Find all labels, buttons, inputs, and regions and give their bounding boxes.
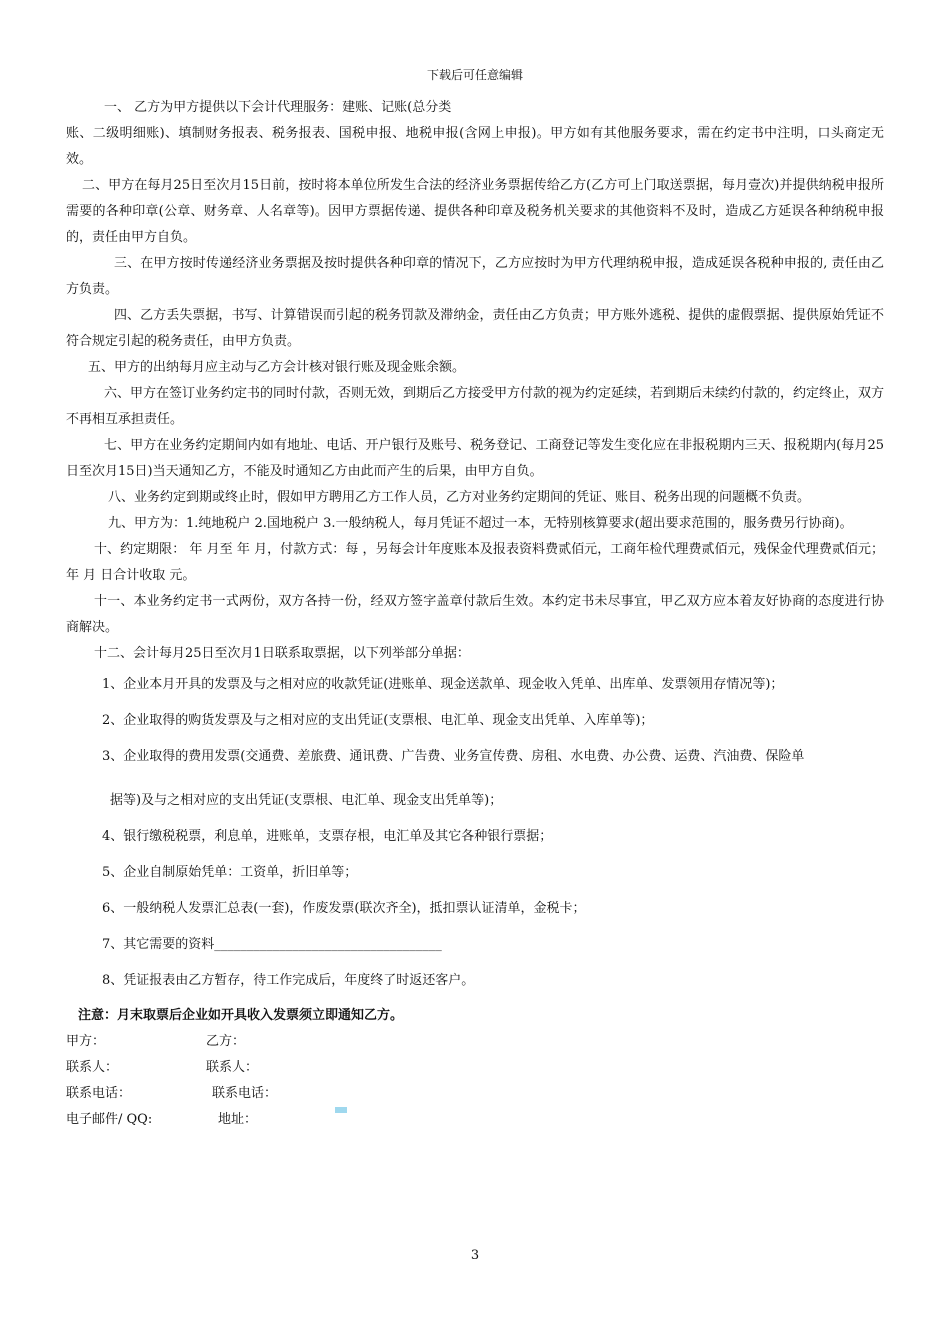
- clause-9: 九、甲方为：1.纯地税户 2.国地税户 3.一般纳税人，每月凭证不超过一本，无特别核算要求(超出要求范围的，服务费另行协商)。: [108, 516, 853, 531]
- clause-4: 四、乙方丢失票据，书写、计算错误而引起的税务罚款及滞纳金，责任由乙方负责；甲方账外逃税、提供的虚假票据、提供原始凭证不符合规定引起的税务责任，由甲方负责。: [66, 308, 884, 349]
- list-item: 3、企业取得的费用发票(交通费、差旅费、通讯费、广告费、业务宣传费、房租、水电费、办公费、运费、汽油费、保险单: [102, 749, 805, 764]
- party-b-label: 乙方：: [206, 1034, 246, 1049]
- party-a-label: 甲方：: [66, 1034, 106, 1049]
- phone-b-label: 联系电话：: [212, 1086, 278, 1101]
- signature-row: [66, 1107, 884, 1133]
- list-item: 4、银行缴税税票，利息单，进账单，支票存根，电汇单及其它各种银行票据；: [102, 829, 553, 844]
- list-item: 2、企业取得的购货发票及与之相对应的支出凭证(支票根、电汇单、现金支出凭单、入库单等)；: [102, 713, 654, 728]
- notice-text: 注意：月末取票后企业如开具收入发票须立即通知乙方。: [78, 1008, 404, 1023]
- list-item: 6、一般纳税人发票汇总表(一套)，作废发票(联次齐全)，抵扣票认证清单，金税卡；: [102, 901, 586, 916]
- list-item-continuation: 据等)及与之相对应的支出凭证(支票根、电汇单、现金支出凭单等)；: [110, 793, 503, 808]
- clause-10: 十、约定期限： 年 月至 年 月，付款方式：每 ，另每会计年度账本及报表资料费贰佰元，工商年检代理费贰佰元，残保金代理费贰佰元； 年 月 日合计收取 元。: [66, 542, 884, 583]
- clause-6: 六、甲方在签订业务约定书的同时付款，否则无效，到期后乙方接受甲方付款的视为约定延续，若到期后未续约付款的，约定终止，双方不再相互承担责任。: [66, 386, 885, 427]
- page-number: 3: [470, 1248, 480, 1263]
- signature-row: [66, 1029, 884, 1055]
- contact-a-label: 联系人：: [66, 1060, 119, 1075]
- clause-2: 二、甲方在每月25日至次月15日前，按时将本单位所发生合法的经济业务票据传给乙方(乙方可上门取送票据，每月壹次)并提供纳税申报所需要的各种印章(公章、财务章、人名章等)。因甲方票据传递、提供各种印章及税务机关要求的其他资料不及时，造成乙方延误各种纳税申报的，责任由甲方自负。: [66, 178, 884, 245]
- highlight-marker: [335, 1107, 347, 1113]
- contact-b-label: 联系人：: [206, 1060, 259, 1075]
- clause-1-line-1: 一、 乙方为甲方提供以下会计代理服务：建账、记账(总分类: [104, 100, 452, 115]
- email-qq-label: 电子邮件/ QQ:: [66, 1112, 153, 1127]
- list-item: 1、企业本月开具的发票及与之相对应的收款凭证(进账单、现金送款单、现金收入凭单、出库单、发票领用存情况等)；: [102, 677, 784, 692]
- phone-a-label: 联系电话：: [66, 1086, 132, 1101]
- clause-11: 十一、本业务约定书一式两份，双方各持一份，经双方签字盖章付款后生效。本约定书未尽事宜，甲乙双方应本着友好协商的态度进行协商解决。: [66, 594, 884, 635]
- list-item: 8、凭证报表由乙方暂存，待工作完成后，年度终了时返还客户。: [102, 973, 475, 988]
- list-item: 5、企业自制原始凭单：工资单，折旧单等；: [102, 865, 358, 880]
- contract-body: [66, 95, 884, 1133]
- document-list: [66, 667, 884, 999]
- signature-row: [66, 1055, 884, 1081]
- page-header: 下载后可任意编辑: [426, 68, 523, 82]
- address-label: 地址：: [218, 1112, 258, 1127]
- clause-3: 三、在甲方按时传递经济业务票据及按时提供各种印章的情况下，乙方应按时为甲方代理纳税申报，造成延误各税种申报的, 责任由乙方负责。: [66, 256, 884, 297]
- clause-12: 十二、会计每月25日至次月1日联系取票据，以下列举部分单据：: [94, 646, 470, 661]
- signature-row: [66, 1081, 884, 1107]
- clause-8: 八、业务约定到期或终止时，假如甲方聘用乙方工作人员，乙方对业务约定期间的凭证、账目、税务出现的问题概不负责。: [108, 490, 811, 505]
- list-item: 7、其它需要的资料___________________________________: [102, 937, 442, 952]
- clause-7: 七、甲方在业务约定期间内如有地址、电话、开户银行及账号、税务登记、工商登记等发生变化应在非报税期内三天、报税期内(每月25日至次月15日)当天通知乙方，不能及时通知乙方由此而产生的后果，由甲方自负。: [66, 438, 884, 479]
- signature-block: [66, 1029, 884, 1133]
- clause-1-line-2: 账、二级明细账)、填制财务报表、税务报表、国税申报、地税申报(含网上申报)。甲方如有其他服务要求，需在约定书中注明，口头商定无效。: [66, 126, 884, 167]
- clause-5: 五、甲方的出纳每月应主动与乙方会计核对银行账及现金账余额。: [88, 360, 466, 375]
